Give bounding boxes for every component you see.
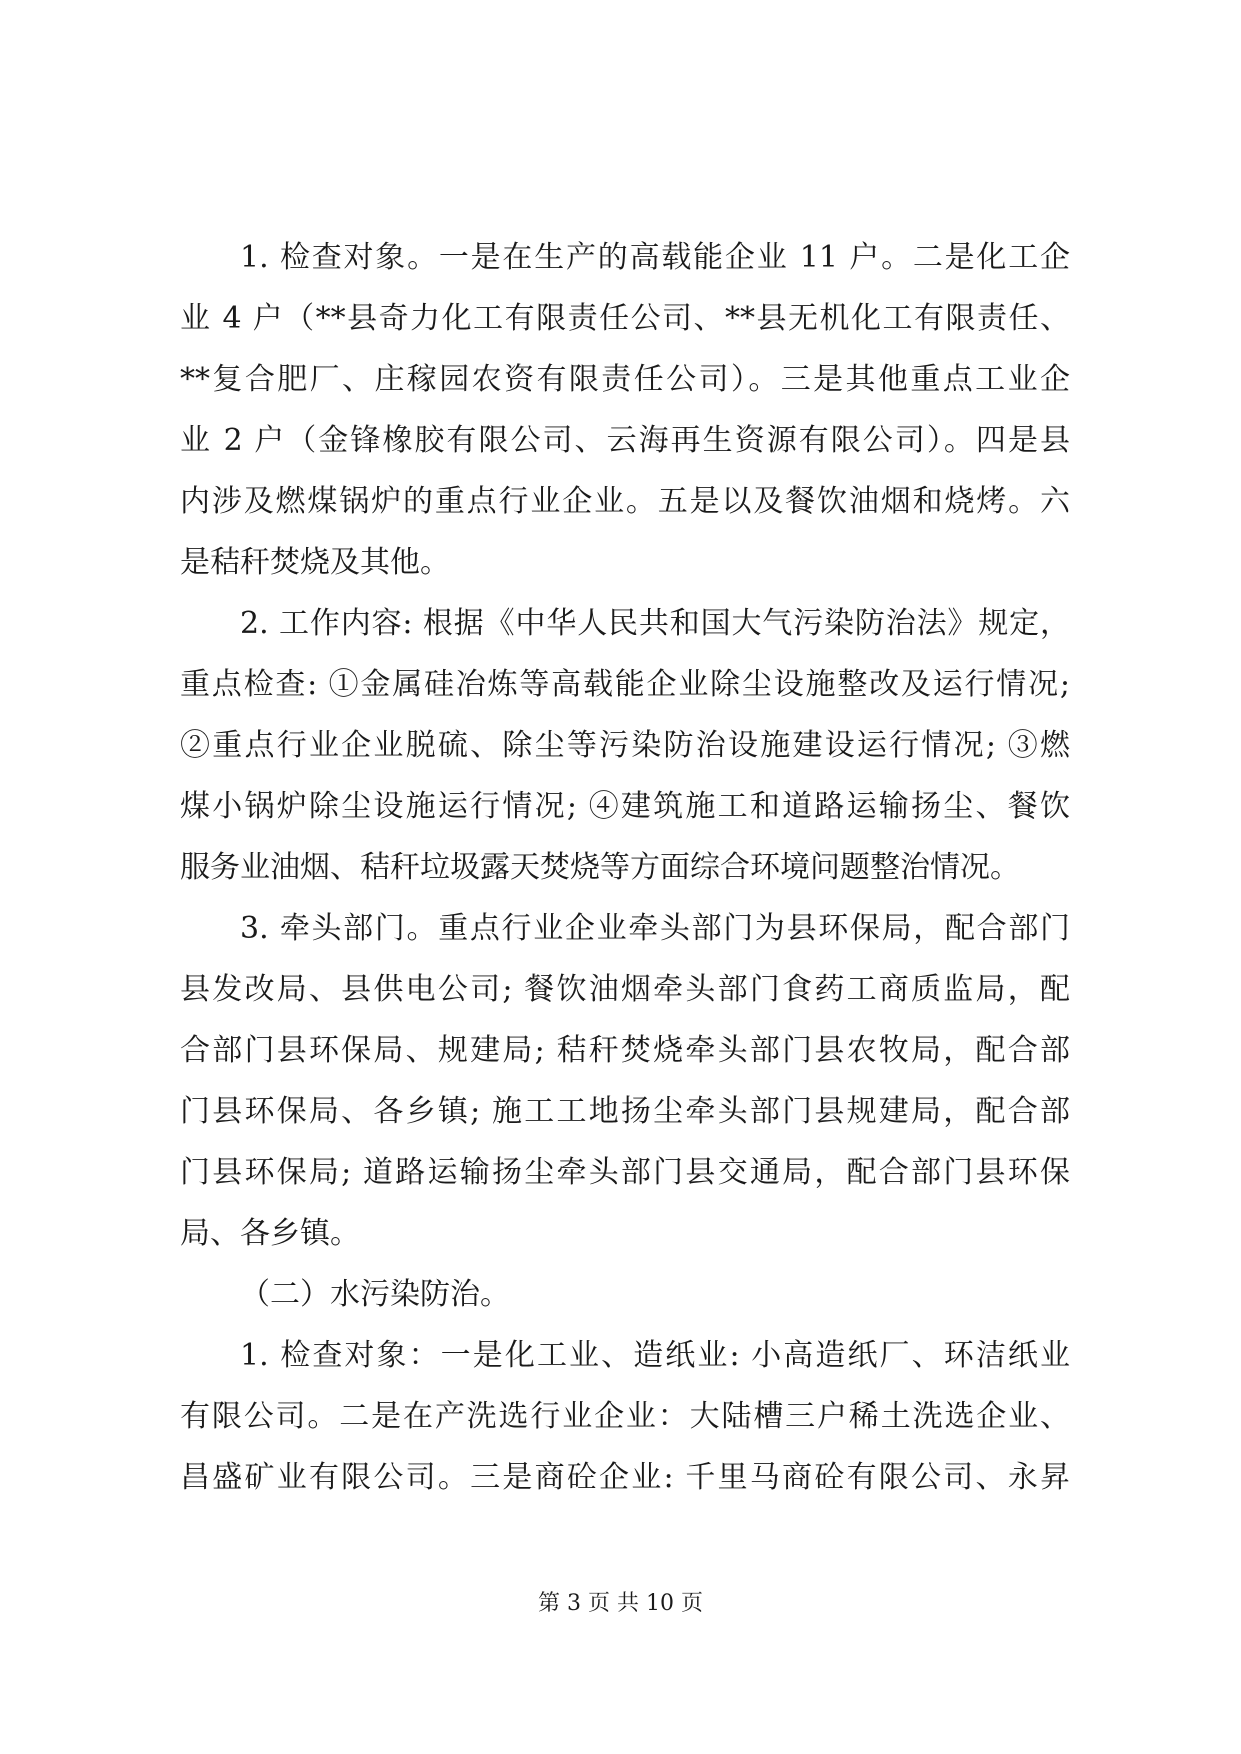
text-line: 2. 工作内容: 根据《中华人民共和国大气污染防治法》规定， bbox=[240, 606, 1070, 641]
text-line: 内涉及燃煤锅炉的重点行业企业。五是以及餐饮油烟和烧烤。六 bbox=[180, 484, 1070, 519]
paragraph-work-content bbox=[180, 593, 1070, 898]
text-line: 重点检查: ①金属硅冶炼等高载能企业除尘设施整改及运行情况; bbox=[180, 667, 1070, 702]
text-line: 服务业油烟、秸秆垃圾露天焚烧等方面综合环境问题整治情况。 bbox=[180, 850, 1020, 885]
document-body bbox=[180, 227, 1070, 1508]
paragraph-inspection-targets-air bbox=[180, 227, 1070, 593]
text-line: 局、各乡镇。 bbox=[180, 1216, 360, 1251]
text-line: （二）水污染防治。 bbox=[240, 1277, 510, 1312]
text-line: 业 4 户（**县奇力化工有限责任公司、**县无机化工有限责任、 bbox=[180, 301, 1070, 336]
text-line: 门县环保局、各乡镇; 施工工地扬尘牵头部门县规建局，配合部 bbox=[180, 1094, 1070, 1129]
text-line: ②重点行业企业脱硫、除尘等污染防治设施建设运行情况; ③燃 bbox=[180, 728, 1070, 763]
text-line: 煤小锅炉除尘设施运行情况; ④建筑施工和道路运输扬尘、餐饮 bbox=[180, 789, 1070, 824]
text-line: 业 2 户（金锋橡胶有限公司、云海再生资源有限公司）。四是县 bbox=[180, 423, 1070, 458]
text-line: 有限公司。二是在产洗选行业企业：大陆槽三户稀土洗选企业、 bbox=[180, 1399, 1070, 1434]
text-line: 1. 检查对象。一是在生产的高载能企业 11 户。二是化工企 bbox=[240, 240, 1070, 275]
text-line: 昌盛矿业有限公司。三是商砼企业: 千里马商砼有限公司、永昇 bbox=[180, 1460, 1070, 1495]
page-number-footer: 第 3 页 共 10 页 bbox=[538, 1591, 703, 1616]
text-line: 县发改局、县供电公司; 餐饮油烟牵头部门食药工商质监局，配 bbox=[180, 972, 1070, 1007]
paragraph-inspection-targets-water bbox=[180, 1325, 1070, 1508]
section-heading-water-pollution bbox=[180, 1264, 1070, 1325]
text-line: 合部门县环保局、规建局; 秸秆焚烧牵头部门县农牧局，配合部 bbox=[180, 1033, 1070, 1068]
text-line: 3. 牵头部门。重点行业企业牵头部门为县环保局，配合部门 bbox=[240, 911, 1070, 946]
paragraph-lead-departments bbox=[180, 898, 1070, 1264]
text-line: **复合肥厂、庄稼园农资有限责任公司）。三是其他重点工业企 bbox=[180, 362, 1070, 397]
text-line: 是秸秆焚烧及其他。 bbox=[180, 545, 450, 580]
text-line: 1. 检查对象：一是化工业、造纸业: 小高造纸厂、环洁纸业 bbox=[240, 1338, 1070, 1373]
text-line: 门县环保局; 道路运输扬尘牵头部门县交通局，配合部门县环保 bbox=[180, 1155, 1070, 1190]
